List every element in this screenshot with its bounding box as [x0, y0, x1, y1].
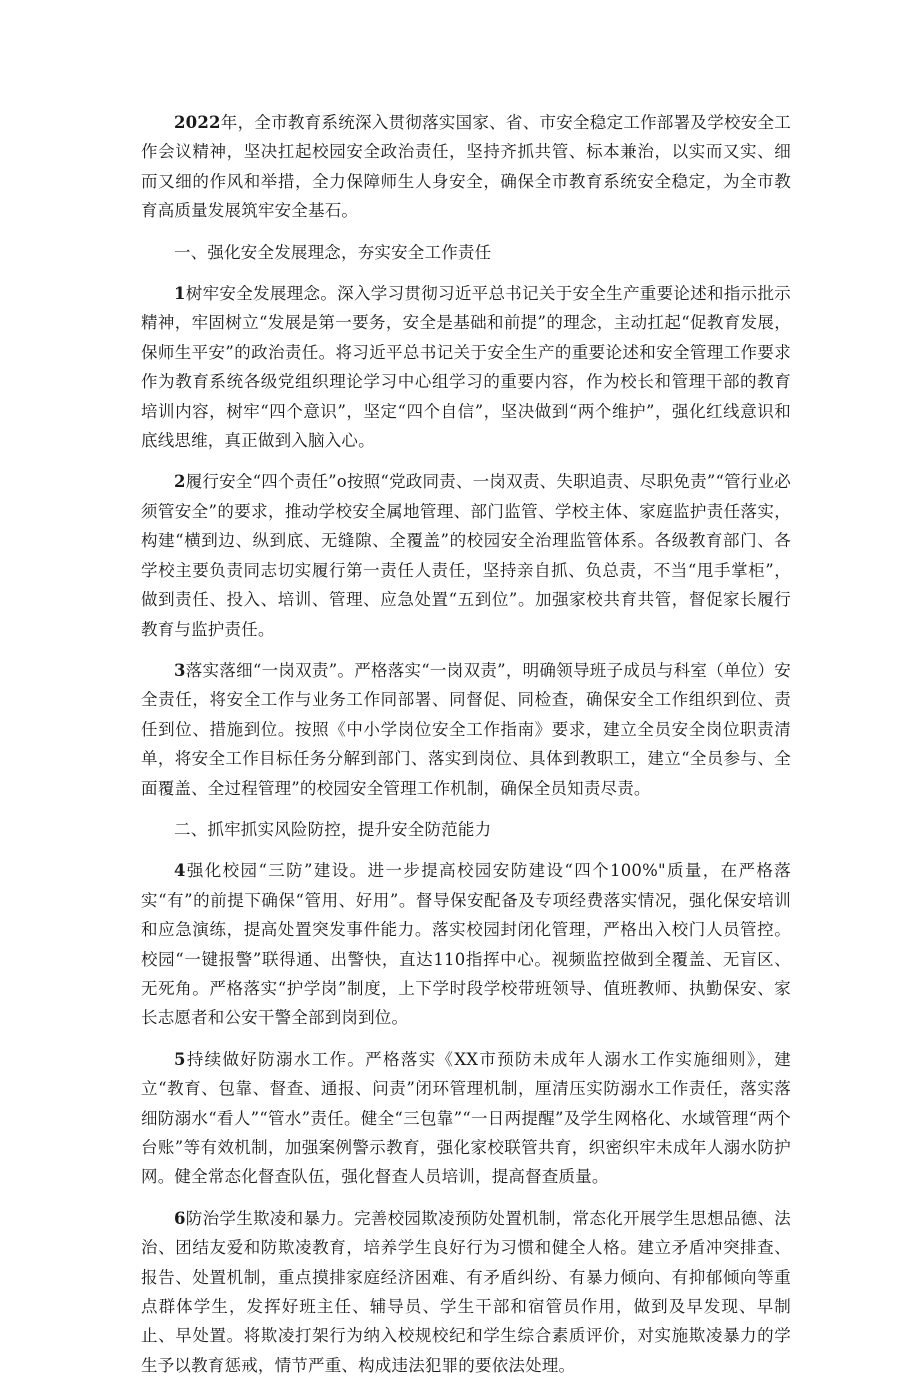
- item-paragraph-2: [141, 467, 791, 643]
- item-paragraph-4: [141, 856, 791, 1032]
- item-text: 持续做好防溺水工作。严格落实《XX市预防未成年人溺水工作实施细则》，建立“教育、包靠、督查、通报、问责”闭环管理机制，厘清压实防溺水工作责任，落实落细防溺水“看人”“管水”责任。健全“三包靠”“一日两提醒”及学生网格化、水域管理“两个台账”等有效机制，加强案例警示教育，强化家校联管共育，织密织牢未成年人溺水防护网。健全常态化督查队伍，强化督查人员培训，提高督查质量。: [141, 1049, 791, 1187]
- year-lead: 2022: [174, 113, 221, 132]
- item-paragraph-6: [141, 1204, 791, 1380]
- section-heading-2: 二、抓牢抓实风险防控，提升安全防范能力: [174, 819, 492, 839]
- item-paragraph-1: [141, 279, 791, 455]
- item-text: 强化校园“三防”建设。进一步提高校园安防建设“四个100%"质量，在严格落实“有”的前提下确保“管用、好用”。督导保安配备及专项经费落实情况，强化保安培训和应急演练，提高处置突发事件能力。落实校园封闭化管理，严格出入校门人员管控。校园“一键报警”联得通、出警快，直达110指挥中心。视频监控做到全覆盖、无盲区、无死角。严格落实“护学岗”制度，上下学时段学校带班领导、值班教师、执勤保安、家长志愿者和公安干警全部到岗到位。: [141, 861, 791, 1028]
- section-heading-1: 一、强化安全发展理念，夯实安全工作责任: [174, 242, 492, 262]
- item-text: 履行安全“四个责任”o按照“党政同责、一岗双责、失职追责、尽职免责”“管行业必须管安全”的要求，推动学校安全属地管理、部门监管、学校主体、家庭监护责任落实，构建“横到边、纵到底、无缝隙、全覆盖”的校园安全治理监管体系。各级教育部门、各学校主要负责同志切实履行第一责任人责任，坚持亲自抓、负总责，不当“甩手掌柜”，做到责任、投入、培训、管理、应急处置“五到位”。加强家校共育共管，督促家长履行教育与监护责任。: [141, 472, 791, 639]
- item-number: 4: [174, 861, 186, 881]
- item-number: 5: [174, 1049, 186, 1069]
- intro-text: 年，全市教育系统深入贯彻落实国家、省、市安全稳定工作部署及学校安全工作会议精神，坚决扛起校园安全政治责任，坚持齐抓共管、标本兼治，以实而又实、细而又细的作风和举措，全力保障师生人身安全，确保全市教育系统安全稳定，为全市教育高质量发展筑牢安全基石。: [141, 113, 791, 221]
- item-number: 3: [174, 660, 186, 680]
- item-number: 2: [174, 472, 186, 492]
- item-paragraph-5: [141, 1045, 791, 1192]
- item-text: 防治学生欺凌和暴力。完善校园欺凌预防处置机制，常态化开展学生思想品德、法治、团结友爱和防欺凌教育，培养学生良好行为习惯和健全人格。建立矛盾冲突排查、报告、处置机制，重点摸排家庭经济困难、有矛盾纠纷、有暴力倾向、有抑郁倾向等重点群体学生，发挥好班主任、辅导员、学生干部和宿管员作用，做到及早发现、早制止、早处置。将欺凌打架行为纳入校规校纪和学生综合素质评价，对实施欺凌暴力的学生予以教育惩戒，情节严重、构成违法犯罪的要依法处理。: [141, 1208, 791, 1375]
- item-number: 1: [174, 284, 186, 304]
- item-paragraph-3: [141, 656, 791, 803]
- intro-paragraph: [141, 108, 791, 226]
- item-number: 6: [174, 1208, 186, 1228]
- item-text: 落实落细“一岗双责”。严格落实“一岗双责”，明确领导班子成员与科室（单位）安全责任，将安全工作与业务工作同部署、同督促、同检查，确保安全工作组织到位、责任到位、措施到位。按照《中小学岗位安全工作指南》要求，建立全员安全岗位职责清单，将安全工作目标任务分解到部门、落实到岗位、具体到教职工，建立“全员参与、全面覆盖、全过程管理”的校园安全管理工作机制，确保全员知责尽责。: [141, 660, 791, 798]
- item-text: 树牢安全发展理念。深入学习贯彻习近平总书记关于安全生产重要论述和指示批示精神，牢固树立“发展是第一要务，安全是基础和前提”的理念，主动扛起“促教育发展，保师生平安”的政治责任。将习近平总书记关于安全生产的重要论述和安全管理工作要求作为教育系统各级党组织理论学习中心组学习的重要内容，作为校长和管理干部的教育培训内容，树牢“四个意识”，坚定“四个自信”，坚决做到“两个维护”，强化红线意识和底线思维，真正做到入脑入心。: [141, 284, 791, 451]
- document-body: [141, 108, 791, 1392]
